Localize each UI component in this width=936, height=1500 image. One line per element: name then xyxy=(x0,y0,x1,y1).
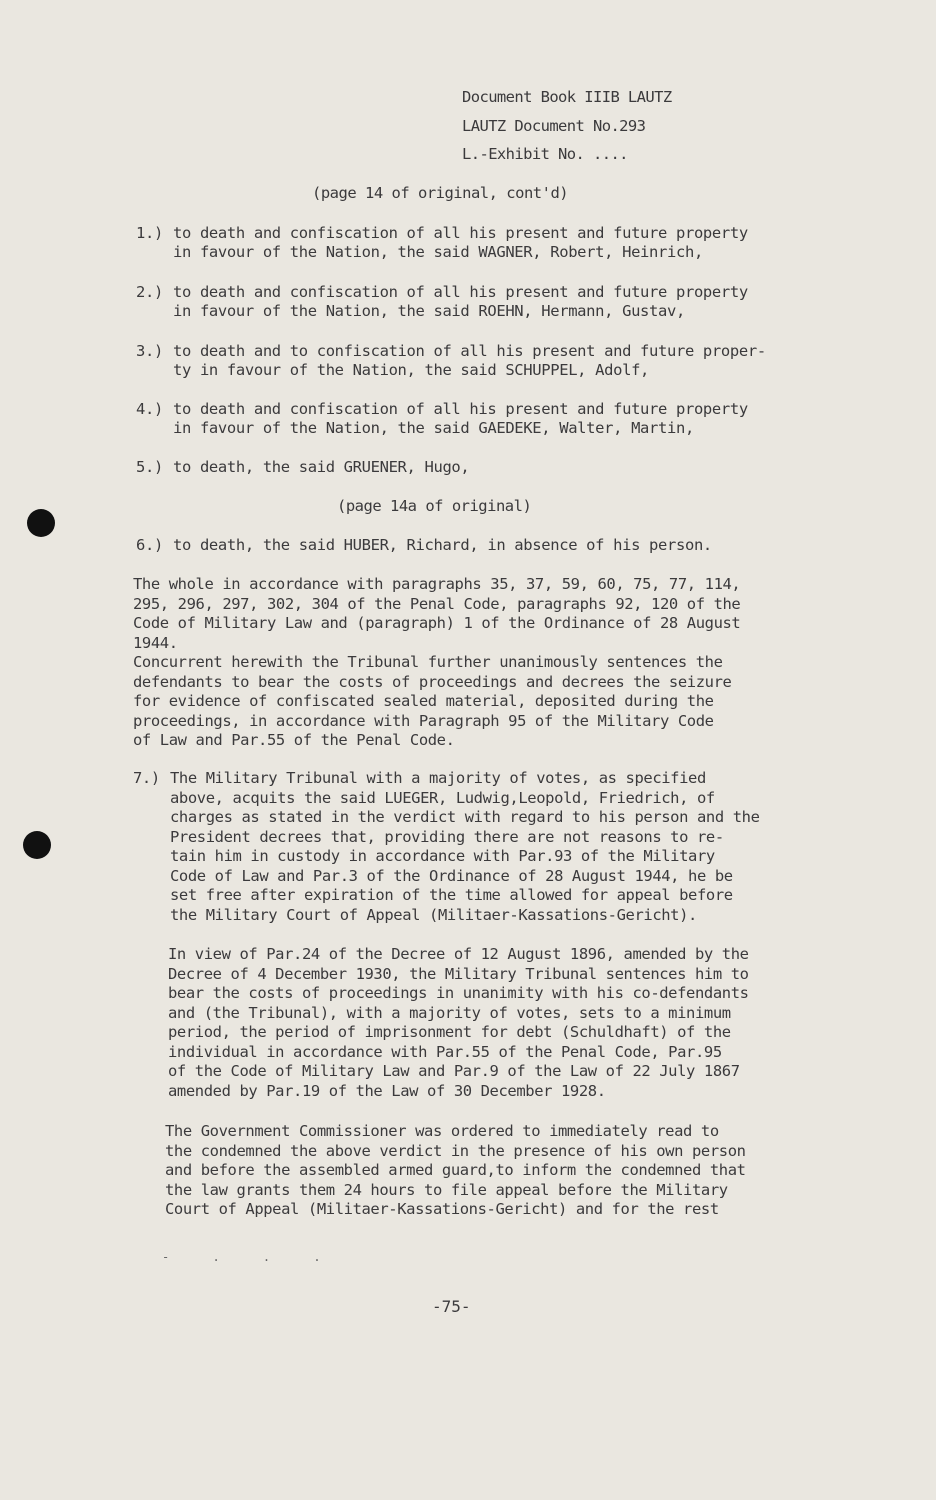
text-line: 7.) The Military Tribunal with a majority of votes, as specified xyxy=(133,769,706,787)
list-item xyxy=(136,342,766,380)
item-text: ty in favour of the Nation, the said SCHUPPEL, Adolf, xyxy=(173,361,650,379)
text-line: Code of Law and Par.3 of the Ordinance of 28 August 1944, he be xyxy=(170,866,733,885)
item-number: 2.) xyxy=(136,283,163,301)
text-line: the law grants them 24 hours to file appeal before the Military xyxy=(165,1180,728,1199)
item-text: in favour of the Nation, the said WAGNER, Robert, Heinrich, xyxy=(173,243,703,261)
text-line: above, acquits the said LUEGER, Ludwig,Leopold, Friedrich, of xyxy=(170,788,715,807)
item-text: in favour of the Nation, the said GAEDEKE, Walter, Martin, xyxy=(173,419,694,437)
item-number: 3.) xyxy=(136,342,163,360)
text-line: individual in accordance with Par.55 of the Penal Code, Par.95 xyxy=(168,1042,722,1061)
item-number: 7.) xyxy=(133,769,160,787)
list-item xyxy=(136,283,748,321)
document-number: LAUTZ Document No.293 xyxy=(462,117,646,135)
text-line: amended by Par.19 of the Law of 30 December 1928. xyxy=(168,1081,606,1100)
text-line: Code of Military Law and (paragraph) 1 of the Ordinance of 28 August xyxy=(133,614,741,632)
list-item xyxy=(136,224,748,262)
text-line: tain him in custody in accordance with Par.93 of the Military xyxy=(170,847,715,865)
text-line: for evidence of confiscated sealed material, deposited during the xyxy=(133,692,714,710)
text-line: the condemned the above verdict in the presence of his own person xyxy=(165,1141,746,1160)
text-line: The Government Commissioner was ordered to immediately read to xyxy=(165,1122,719,1140)
text-line: of Law and Par.55 of the Penal Code. xyxy=(133,731,455,749)
text-line: proceedings, in accordance with Paragraph 95 of the Military Code xyxy=(133,711,714,730)
punch-hole xyxy=(23,831,51,859)
text-line: defendants to bear the costs of proceedings and decrees the seizure xyxy=(133,672,732,691)
text-line: President decrees that, providing there are not reasons to re- xyxy=(170,827,724,846)
item-number: 6.) xyxy=(136,536,163,554)
text-line: In view of Par.24 of the Decree of 12 August 1896, amended by the xyxy=(168,945,749,963)
text-line: 1944. xyxy=(133,633,178,652)
text-line: of the Code of Military Law and Par.9 of the Law of 22 July 1867 xyxy=(168,1062,740,1080)
item-text: to death and confiscation of all his present and future property xyxy=(173,224,748,242)
page-number: -75- xyxy=(432,1297,471,1316)
list-item xyxy=(136,400,748,438)
item-number: 1.) xyxy=(136,224,163,242)
text-line: set free after expiration of the time allowed for appeal before xyxy=(170,886,733,904)
text-line: 295, 296, 297, 302, 304 of the Penal Code, paragraphs 92, 120 of the xyxy=(133,594,741,613)
text-line: Court of Appeal (Militaer-Kassations-Gericht) and for the rest xyxy=(165,1200,719,1218)
item-text: to death and confiscation of all his present and future property xyxy=(173,283,748,301)
item-text: to death and to confiscation of all his present and future proper- xyxy=(173,342,766,360)
paper-specks: - . . . xyxy=(162,1250,339,1264)
text-line: bear the costs of proceedings in unanimity with his co-defendants xyxy=(168,984,749,1002)
text-line: The whole in accordance with paragraphs 35, 37, 59, 60, 75, 77, 114, xyxy=(133,575,741,593)
item-number: 4.) xyxy=(136,400,163,418)
exhibit-number: L.-Exhibit No. .... xyxy=(462,145,628,163)
paragraph-verdict-basis xyxy=(133,575,740,751)
paragraph-costs xyxy=(168,945,749,1101)
page-reference: (page 14a of original) xyxy=(337,497,532,515)
item-number: 5.) xyxy=(136,458,163,476)
text-line: the Military Court of Appeal (Militaer-Kassations-Gericht). xyxy=(170,905,697,924)
item-text: to death, the said GRUENER, Hugo, xyxy=(173,458,470,476)
text-line: period, the period of imprisonment for debt (Schuldhaft) of the xyxy=(168,1023,731,1041)
text-line: Decree of 4 December 1930, the Military Tribunal sentences him to xyxy=(168,964,749,983)
punch-hole xyxy=(27,509,55,537)
text-line: charges as stated in the verdict with regard to his person and the xyxy=(170,808,760,826)
item-text: to death, the said HUBER, Richard, in absence of his person. xyxy=(173,536,712,554)
list-item xyxy=(133,769,760,925)
list-item xyxy=(136,458,469,477)
text-line: and before the assembled armed guard,to inform the condemned that xyxy=(165,1161,746,1179)
item-text: in favour of the Nation, the said ROEHN, Hermann, Gustav, xyxy=(173,302,685,320)
page-reference: (page 14 of original, cont'd) xyxy=(312,184,569,202)
item-text: to death and confiscation of all his present and future property xyxy=(173,400,748,418)
list-item xyxy=(136,536,712,555)
paragraph-commissioner xyxy=(165,1122,746,1220)
text-line: and (the Tribunal), with a majority of votes, sets to a minimum xyxy=(168,1003,731,1022)
text-line: Concurrent herewith the Tribunal further unanimously sentences the xyxy=(133,653,723,671)
document-book-label: Document Book IIIB LAUTZ xyxy=(462,88,672,106)
